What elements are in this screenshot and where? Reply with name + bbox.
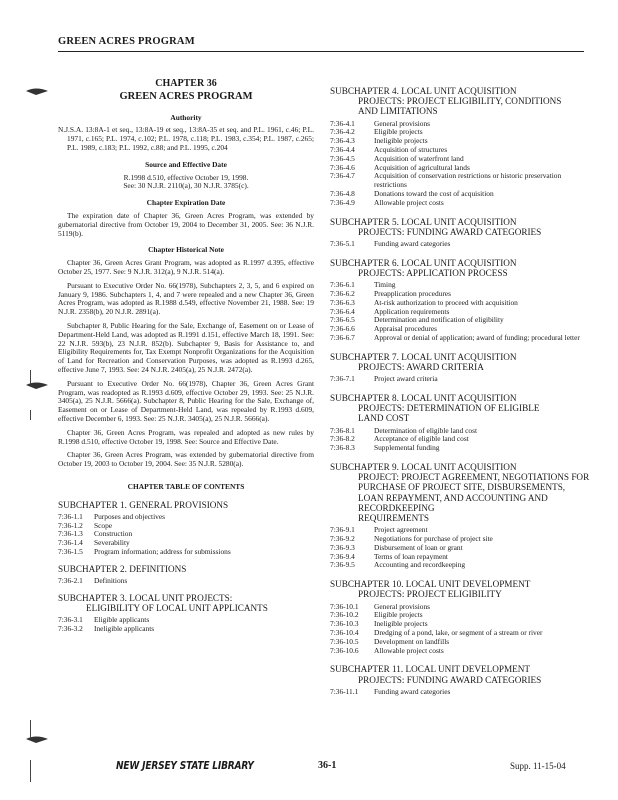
toc-item[interactable]: 7:36-6.3 At-risk authorization to proceed with acquisition <box>330 297 518 307</box>
toc-item[interactable]: 7:36-4.5 Acquisition of waterfront land <box>330 153 464 163</box>
subchapter-title: SUBCHAPTER 6. LOCAL UNIT ACQUISITION PROJECTS: APPLICATION PROCESS <box>330 257 517 278</box>
toc-item[interactable]: 7:36-4.8 Donations toward the cost of acquisition <box>330 188 494 198</box>
toc-item[interactable]: 7:36-10.3 Ineligible projects <box>330 619 428 629</box>
toc-item[interactable]: 7:36-4.4 Acquisition of structures <box>330 145 448 154</box>
chapter-number: CHAPTER 36 <box>155 78 217 89</box>
toc-item[interactable]: 7:36-6.5 Determination and notification of eligibility <box>330 315 504 325</box>
authority-text: N.J.S.A. 13:8A-1 et seq., 13:8A-19 et seq., 13:8A-35 et seq. and P.L. 1961, c.46; P.L. 1971, c.165; P.L. 1974, c.102; P.L. 1978, c.118; P.L. 1983, c.354; P.L. 1987, c.265; P.L. 1989, c.183; P.L. 1992, c.88; and P.L. 1995, c.204 <box>58 125 314 152</box>
toc-item[interactable]: 7:36-2.1 Definitions <box>58 576 128 586</box>
supplement-date: Supp. 11-15-04 <box>510 761 566 771</box>
toc-list <box>58 577 314 586</box>
history-paragraph: Pursuant to Executive Order No. 66(1978), Chapter 36, Green Acres Grant Program, was readopted as R.1993 d.609, effective October 29, 1993. See: 25 N.J.R. 3405(a), 25 N.J.R. 5666(a). Subchapter 8, Public Hearing for the Sale, Exchange of, Easement on or Lease of Department-Held Land, was repealed by R.1993 d.609, effective December 6, 1993. See: 25 N.J.R. 3405(a), 25 N.J.R. 5666(a). <box>58 378 314 423</box>
subchapter-title: SUBCHAPTER 5. LOCAL UNIT ACQUISITION PROJECTS: FUNDING AWARD CATEGORIES <box>330 216 542 237</box>
right-column <box>330 86 592 701</box>
toc-list <box>330 688 592 697</box>
toc-list <box>330 526 592 570</box>
toc-item[interactable]: 7:36-9.1 Project agreement <box>330 525 428 535</box>
history-paragraph: Chapter 36, Green Acres Grant Program, was adopted as R.1997 d.395, effective October 25, 1977. See: 9 N.J.R. 312(a), 9 N.J.R. 514(a). <box>58 258 314 276</box>
running-head: GREEN ACRES PROGRAM <box>58 36 195 47</box>
toc-item[interactable]: 7:36-9.5 Accounting and recordkeeping <box>330 560 466 570</box>
toc-item[interactable]: 7:36-1.3 Construction <box>58 529 133 539</box>
expiration-heading: Chapter Expiration Date <box>146 198 226 208</box>
authority-heading: Authority <box>170 112 202 122</box>
toc-item[interactable]: 7:36-6.7 Approval or denial of application; award of funding; procedural letter <box>330 332 580 342</box>
toc-item[interactable]: 7:36-4.3 Ineligible projects <box>330 136 428 146</box>
history-paragraph: Chapter 36, Green Acres Program, was extended by gubernatorial directive from October 19, 2003 to October 19, 2004. See: 35 N.J.R. 5280(a). <box>58 450 314 469</box>
toc-item[interactable]: 7:36-3.1 Eligible applicants <box>58 615 150 625</box>
subchapter-title: SUBCHAPTER 3. LOCAL UNIT PROJECTS: ELIGIBILITY OF LOCAL UNIT APPLICANTS <box>58 592 268 614</box>
subchapter-title: SUBCHAPTER 11. LOCAL UNIT DEVELOPMENT PROJECTS: FUNDING AWARD CATEGORIES <box>330 664 542 685</box>
toc-item[interactable]: 7:36-10.4 Dredging of a pond, lake, or segment of a stream or river <box>330 627 543 637</box>
toc-item[interactable]: 7:36-6.4 Application requirements <box>330 306 450 316</box>
margin-tick-mark <box>30 720 31 738</box>
library-stamp: NEW JERSEY STATE LIBRARY <box>116 760 254 772</box>
toc-item[interactable]: 7:36-1.2 Scope <box>58 520 113 530</box>
toc-list <box>330 427 592 453</box>
toc-item[interactable]: 7:36-6.1 Timing <box>330 280 396 290</box>
margin-tick-mark <box>30 410 31 420</box>
toc-item[interactable]: 7:36-6.6 Appraisal procedures <box>330 324 438 334</box>
toc-list <box>330 375 592 384</box>
history-heading: Chapter Historical Note <box>148 245 224 255</box>
toc-item[interactable]: 7:36-9.4 Terms of loan repayment <box>330 551 448 561</box>
page-number: 36-1 <box>318 760 337 771</box>
toc-item[interactable]: 7:36-1.5 Program information; address for submissions <box>58 547 231 557</box>
toc-item[interactable]: 7:36-4.1 General provisions <box>330 118 431 128</box>
toc-item[interactable]: 7:36-1.1 Purposes and objectives <box>58 511 166 521</box>
source-line-2: See: 30 N.J.R. 2110(a), 30 N.J.R. 3785(c). <box>123 181 249 191</box>
subchapter-title: SUBCHAPTER 4. LOCAL UNIT ACQUISITION PROJECTS: PROJECT ELIGIBILITY, CONDITIONS AND LIMITATIONS <box>330 86 562 117</box>
toc-item[interactable]: 7:36-1.4 Severability <box>58 538 130 548</box>
source-line-1: R.1998 d.510, effective October 19, 1998. <box>123 172 249 182</box>
toc-list <box>330 120 592 208</box>
toc-item[interactable]: 7:36-5.1 Funding award categories <box>330 238 451 248</box>
toc-item[interactable]: 7:36-10.2 Eligible projects <box>330 610 423 620</box>
toc-item[interactable]: 7:36-10.1 General provisions <box>330 601 431 611</box>
history-paragraph: Chapter 36, Green Acres Program, was repealed and adopted as new rules by R.1998 d.510, effective October 19, 1998. See: Source and Effective Date. <box>58 427 314 446</box>
toc-item[interactable]: 7:36-3.2 Ineligible applicants <box>58 624 155 634</box>
left-column <box>58 80 314 638</box>
subchapter-title: SUBCHAPTER 10. LOCAL UNIT DEVELOPMENT PROJECTS: PROJECT ELIGIBILITY <box>330 579 531 600</box>
history-paragraph: Pursuant to Executive Order No. 66(1978), Subchapters 2, 3, 5, and 6 expired on January 9, 1986. Subchapters 1, 4, and 7 were repealed and a new Chapter 36, Green Acres Program, was adopted as R.1988 d.549, effective November 21, 1988. See: 19 N.J.R. 2358(b), 20 N.J.R. 2891(a). <box>58 280 314 317</box>
subchapter-title: SUBCHAPTER 8. LOCAL UNIT ACQUISITION PROJECTS: DETERMINATION OF ELIGIBLE LAND COST <box>330 392 540 424</box>
header-rule <box>58 51 584 52</box>
toc-item[interactable]: 7:36-9.3 Disbursement of loan or grant <box>330 542 463 552</box>
toc-item[interactable]: 7:36-4.7 Acquisition of conservation restrictions or historic preservation restrictions <box>330 171 562 190</box>
toc-item[interactable]: 7:36-10.5 Development on landfills <box>330 636 450 646</box>
toc-item[interactable]: 7:36-7.1 Project award criteria <box>330 374 438 384</box>
margin-arrow-mark <box>22 730 52 746</box>
toc-list <box>330 240 592 249</box>
subchapter-title: SUBCHAPTER 2. DEFINITIONS <box>58 563 187 574</box>
toc-item[interactable]: 7:36-8.3 Supplemental funding <box>330 443 440 453</box>
toc-heading: CHAPTER TABLE OF CONTENTS <box>127 481 245 491</box>
toc-list <box>58 513 314 557</box>
margin-arrow-mark <box>22 376 52 392</box>
toc-item[interactable]: 7:36-6.2 Preapplication procedures <box>330 288 451 298</box>
toc-item[interactable]: 7:36-9.2 Negotiations for purchase of project site <box>330 533 493 543</box>
subchapter-title: SUBCHAPTER 9. LOCAL UNIT ACQUISITION PROJECT: PROJECT AGREEMENT, NEGOTIATIONS FOR PURCHASE OF PROJECT SITE, DISBURSEMENTS, LOAN REPAYMENT, AND ACCOUNTING AND RECORDKEEPING REQUIREMENTS <box>330 461 590 523</box>
subchapter-title: SUBCHAPTER 1. GENERAL PROVISIONS <box>58 499 229 510</box>
expiration-text: The expiration date of Chapter 36, Green Acres Program, was extended by gubernatorial directive from October 19, 2004 to December 31, 2005. See: 36 N.J.R. 5119(b). <box>58 210 314 238</box>
toc-list <box>330 603 592 656</box>
toc-item[interactable]: 7:36-10.6 Allowable project costs <box>330 645 444 655</box>
subchapter-title: SUBCHAPTER 7. LOCAL UNIT ACQUISITION PROJECTS: AWARD CRITERIA <box>330 351 517 372</box>
chapter-title: GREEN ACRES PROGRAM <box>119 90 253 102</box>
toc-item[interactable]: 7:36-4.2 Eligible projects <box>330 127 423 137</box>
toc-item[interactable]: 7:36-8.2 Acceptance of eligible land cost <box>330 434 469 444</box>
toc-list <box>58 616 314 634</box>
toc-item[interactable]: 7:36-11.1 Funding award categories <box>330 686 451 696</box>
toc-item[interactable]: 7:36-4.9 Allowable project costs <box>330 197 444 207</box>
margin-arrow-mark <box>22 82 52 98</box>
source-heading: Source and Effective Date <box>145 159 227 169</box>
margin-tick-mark <box>30 760 31 782</box>
toc-item[interactable]: 7:36-4.6 Acquisition of agricultural lands <box>330 162 470 172</box>
toc-item[interactable]: 7:36-8.1 Determination of eligible land cost <box>330 425 478 435</box>
history-paragraph: Subchapter 8, Public Hearing for the Sale, Exchange of, Easement on or Lease of Department-Held Land, was adopted as R.1991 d.151, effective March 18, 1991. See: 22 N.J.R. 593(b), 23 N.J.R. 852(b). Subchapter 9, Basis for Assistance to, and Eligibility Requirements for, Tax Exempt Nonprofit Organizations for the Acquisition of Land for Recreation and Conservation Purposes, was adopted as R.1993 d.265, effective June 7, 1993. See: 24 N.J.R. 2405(a), 25 N.J.R. 2472(a). <box>58 320 314 374</box>
toc-list <box>330 281 592 343</box>
